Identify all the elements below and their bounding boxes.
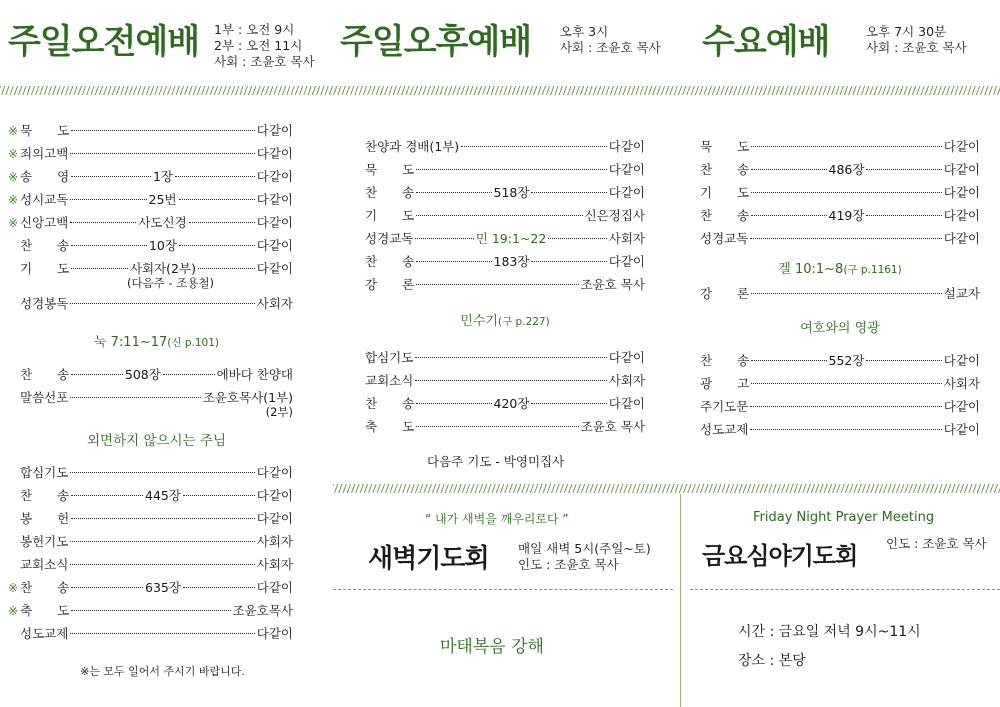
order-name: 신앙고백 — [20, 215, 69, 230]
leader-dots — [866, 169, 941, 170]
order-name: 광 고 — [700, 376, 750, 391]
order-value: 사회자 — [256, 557, 293, 572]
order-value: 조윤호 목사 — [580, 419, 645, 434]
order-value: 사회자 — [608, 231, 646, 246]
standing-footnote: ※는 모두 일어서 주시기 바랍니다. — [80, 665, 245, 678]
leader-dots — [416, 284, 578, 285]
standing-mark: ※ — [8, 604, 19, 618]
order-name: 봉 헌 — [20, 511, 70, 526]
leader-dots — [531, 192, 606, 193]
wednesday-info-line: 사회 : 조윤호 목사 — [866, 40, 967, 55]
order-row — [700, 183, 980, 206]
order-value: 다같이 — [608, 254, 646, 269]
order-row — [8, 509, 293, 532]
bottom-divider — [333, 484, 1000, 493]
order-value: 다같이 — [256, 511, 293, 526]
morning-order-list — [8, 121, 293, 679]
leader-dots — [183, 587, 255, 588]
order-name: 기 도 — [365, 208, 415, 223]
afternoon-next-prayer: 다음주 기도 - 박영미집사 — [427, 454, 565, 469]
order-row — [8, 463, 293, 486]
order-value: 다같이 — [256, 626, 293, 641]
order-name: 찬 송 — [20, 367, 70, 382]
leader-dots — [70, 633, 254, 634]
order-row — [700, 137, 980, 160]
wednesday-sermon-title: 여호와의 영광 — [800, 321, 880, 336]
leader-dots — [70, 199, 146, 200]
order-name: 찬 송 — [700, 162, 750, 177]
order-row — [365, 371, 645, 394]
order-name: 죄의고백 — [20, 146, 69, 161]
order-value: 다같이 — [256, 192, 293, 207]
leader-dots — [751, 360, 826, 361]
order-value: 다같이 — [256, 169, 294, 184]
afternoon-info-line: 오후 3시 — [560, 24, 609, 39]
order-detail: 10장 — [148, 238, 177, 253]
leader-dots — [70, 303, 254, 304]
dawn-prayer-title: 새벽기도회 — [368, 544, 489, 574]
leader-dots — [751, 215, 826, 216]
order-value: 다같이 — [256, 215, 294, 230]
order-name: 성시교독 — [20, 192, 69, 207]
order-value: 다같이 — [943, 353, 981, 368]
order-detail: 445장 — [145, 488, 181, 503]
friday-place: 장소 : 본당 — [738, 653, 806, 669]
leader-dots — [71, 610, 230, 611]
order-value: 다같이 — [256, 261, 293, 276]
leader-dots — [415, 380, 606, 381]
order-value: 사회자 — [943, 376, 980, 391]
order-value: 다같이 — [256, 465, 293, 480]
order-value: 신은정집사 — [584, 208, 645, 223]
order-row — [700, 397, 980, 420]
order-detail: 사도신경 — [138, 215, 187, 230]
leader-dots — [415, 238, 473, 239]
leader-dots — [175, 176, 255, 177]
order-row — [8, 624, 293, 647]
order-row — [365, 160, 645, 183]
leader-dots — [416, 403, 491, 404]
order-row — [365, 275, 645, 298]
order-name: 송 영 — [20, 169, 70, 184]
friday-leader: 인도 : 조윤호 목사 — [886, 536, 987, 551]
order-value: 다같이 — [256, 238, 293, 253]
leader-dots — [750, 238, 941, 239]
morning-second-service: (2부) — [265, 405, 293, 419]
order-row — [365, 183, 645, 206]
order-row — [8, 532, 293, 555]
afternoon-service-title: 주일오후예배 — [340, 22, 532, 62]
afternoon-lecture-title — [365, 310, 645, 348]
order-value: 다같이 — [256, 488, 294, 503]
order-detail: 25번 — [148, 192, 177, 207]
friday-prayer-title: 금요심야기도회 — [702, 542, 858, 570]
morning-info-line: 사회 : 조윤호 목사 — [214, 54, 315, 69]
order-value: 다같이 — [608, 396, 646, 411]
leader-dots — [751, 169, 826, 170]
leader-dots — [750, 406, 941, 407]
leader-dots — [189, 222, 255, 223]
order-name: 찬 송 — [20, 488, 70, 503]
leader-dots — [751, 192, 942, 193]
scripture-text: 눅 7:11~17 — [93, 335, 168, 350]
leader-dots — [416, 215, 582, 216]
leader-dots — [70, 472, 254, 473]
order-row — [700, 284, 980, 307]
leader-dots — [70, 397, 201, 398]
order-name: 축 도 — [20, 603, 70, 618]
order-row — [700, 420, 980, 443]
order-name: 찬 송 — [700, 353, 750, 368]
order-value: 다같이 — [943, 139, 980, 154]
order-row — [365, 229, 645, 252]
dawn-info-line: 매일 새벽 5시(주일~토) — [518, 541, 651, 556]
order-detail: 518장 — [493, 185, 530, 200]
column-separator — [680, 494, 681, 707]
wednesday-service-title: 수요예배 — [702, 22, 830, 62]
leader-dots — [751, 146, 942, 147]
wednesday-order-list — [700, 137, 980, 443]
order-name: 성경교독 — [365, 231, 414, 246]
leader-dots — [866, 360, 941, 361]
morning-sermon-title: 외면하지 않으시는 주님 — [87, 433, 226, 449]
leader-dots — [71, 130, 255, 131]
leader-dots — [179, 199, 255, 200]
leader-dots — [751, 293, 942, 294]
leader-dots — [416, 169, 607, 170]
order-row — [8, 213, 293, 236]
order-value: 설교자 — [943, 286, 980, 301]
standing-mark: ※ — [8, 124, 19, 138]
leader-dots — [415, 357, 606, 358]
leader-dots — [70, 222, 136, 223]
order-row — [365, 206, 645, 229]
order-value: 에바다 찬양대 — [216, 367, 293, 382]
order-row — [700, 206, 980, 229]
lecture-ref: (구 p.227) — [497, 316, 550, 328]
morning-info-line: 2부 : 오전 11시 — [214, 38, 303, 53]
order-value: 다같이 — [256, 580, 294, 595]
order-detail: 420장 — [493, 396, 530, 411]
order-value: 다같이 — [943, 231, 980, 246]
leader-dots — [416, 426, 578, 427]
leader-dots — [163, 374, 215, 375]
order-value: 다같이 — [943, 162, 981, 177]
dawn-divider — [333, 589, 673, 590]
order-name: 성도교제 — [20, 626, 69, 641]
standing-mark: ※ — [8, 170, 19, 184]
order-name: 강 론 — [365, 277, 415, 292]
order-detail: 419장 — [828, 208, 865, 223]
order-row — [365, 417, 645, 440]
standing-mark: ※ — [8, 193, 19, 207]
leader-dots — [750, 429, 941, 430]
leader-dots — [461, 146, 607, 147]
leader-dots — [548, 238, 606, 239]
leader-dots — [71, 374, 123, 375]
order-value: 다같이 — [608, 139, 645, 154]
order-name: 합심기도 — [365, 350, 414, 365]
standing-mark: ※ — [8, 581, 19, 595]
morning-info-line: 1부 : 오전 9시 — [214, 22, 295, 37]
leader-dots — [71, 587, 143, 588]
order-row — [365, 252, 645, 275]
standing-mark: ※ — [8, 216, 19, 230]
order-value: 다같이 — [256, 123, 293, 138]
leader-dots — [179, 245, 255, 246]
order-detail: 민 19:1~22 — [475, 231, 547, 246]
order-name: 찬 송 — [365, 185, 415, 200]
leader-dots — [751, 383, 942, 384]
scripture-text: 겔 10:1~8 — [778, 262, 844, 277]
order-name: 찬 송 — [20, 238, 70, 253]
morning-prayer-next: (다음주 - 조용철) — [126, 276, 215, 290]
standing-mark: ※ — [8, 147, 19, 161]
order-value: 다같이 — [608, 350, 645, 365]
order-name: 축 도 — [365, 419, 415, 434]
afternoon-info-line: 사회 : 조윤호 목사 — [560, 40, 661, 55]
leader-dots — [183, 495, 255, 496]
morning-service-title: 주일오전예배 — [8, 22, 200, 62]
morning-service-info — [214, 22, 315, 70]
leader-dots — [531, 261, 606, 262]
order-name: 묵 도 — [20, 123, 70, 138]
leader-dots — [71, 495, 143, 496]
order-value: 조윤호 목사 — [580, 277, 645, 292]
order-row — [700, 351, 980, 374]
leader-dots — [198, 268, 255, 269]
order-value: 다같이 — [608, 185, 646, 200]
order-row — [8, 121, 293, 144]
order-value: 사회자 — [608, 373, 645, 388]
order-name: 찬 송 — [700, 208, 750, 223]
wednesday-info-line: 오후 7시 30분 — [866, 24, 947, 39]
order-name: 찬양과 경배(1부) — [365, 139, 460, 154]
friday-divider — [690, 589, 1000, 590]
order-detail: 552장 — [828, 353, 865, 368]
order-row — [365, 137, 645, 160]
order-row — [8, 144, 293, 167]
order-row — [8, 486, 293, 509]
order-row — [700, 160, 980, 183]
order-detail: 486장 — [828, 162, 865, 177]
leader-dots — [71, 245, 147, 246]
order-name: 묵 도 — [700, 139, 750, 154]
dawn-info-line: 인도 : 조윤호 목사 — [518, 557, 619, 572]
leader-dots — [70, 153, 254, 154]
afternoon-order-list — [365, 137, 645, 470]
order-value: 조윤호목사(1부) — [202, 390, 293, 405]
order-value: 다같이 — [943, 208, 981, 223]
order-row — [8, 236, 293, 259]
friday-subtitle: Friday Night Prayer Meeting — [753, 510, 935, 525]
order-detail: 183장 — [493, 254, 530, 269]
order-name: 성도교제 — [700, 422, 749, 437]
order-value: 다같이 — [943, 185, 980, 200]
order-value: 다같이 — [943, 399, 980, 414]
leader-dots — [71, 518, 255, 519]
order-row — [365, 348, 645, 371]
order-row — [8, 294, 293, 317]
leader-dots — [71, 176, 151, 177]
order-detail: 1장 — [152, 169, 173, 184]
wednesday-service-info — [866, 24, 967, 56]
order-row — [8, 555, 293, 578]
order-name: 교회소식 — [20, 557, 69, 572]
leader-dots — [70, 541, 254, 542]
dawn-quote: “ 내가 새벽을 깨우리로다 ” — [425, 512, 569, 526]
order-value: 사회자 — [256, 534, 293, 549]
afternoon-service-info — [560, 24, 661, 56]
dawn-prayer-info — [518, 541, 651, 573]
order-name: 찬 송 — [20, 580, 70, 595]
leader-dots — [416, 261, 491, 262]
leader-dots — [71, 268, 128, 269]
order-row — [8, 578, 293, 601]
leader-dots — [531, 403, 606, 404]
header-divider — [0, 86, 1000, 95]
friday-time: 시간 : 금요일 저녁 9시~11시 — [738, 624, 921, 640]
order-name: 기 도 — [700, 185, 750, 200]
order-row — [8, 190, 293, 213]
order-detail: 508장 — [124, 367, 161, 382]
order-name: 찬 송 — [365, 254, 415, 269]
order-value: 사회자 — [256, 296, 293, 311]
order-row — [8, 167, 293, 190]
wednesday-scripture — [700, 258, 980, 284]
scripture-ref: (신 p.101) — [167, 337, 220, 349]
leader-dots — [866, 215, 941, 216]
order-value: 다같이 — [943, 422, 980, 437]
scripture-ref: (구 p.1161) — [843, 264, 902, 276]
order-value: 다같이 — [608, 162, 645, 177]
dawn-study-title: 마태복음 강해 — [440, 637, 544, 657]
order-row — [700, 229, 980, 252]
order-name: 기 도 — [20, 261, 70, 276]
leader-dots — [70, 564, 254, 565]
order-value: 다같이 — [256, 146, 293, 161]
order-name: 봉헌기도 — [20, 534, 69, 549]
order-row — [8, 601, 293, 624]
order-name: 교회소식 — [365, 373, 414, 388]
order-detail: 사회자(2부) — [129, 261, 196, 276]
order-name: 합심기도 — [20, 465, 69, 480]
order-name: 강 론 — [700, 286, 750, 301]
order-name: 성경교독 — [700, 231, 749, 246]
morning-scripture — [8, 331, 293, 357]
order-name: 찬 송 — [365, 396, 415, 411]
order-name: 성경봉독 — [20, 296, 69, 311]
order-row — [700, 374, 980, 397]
order-name: 묵 도 — [365, 162, 415, 177]
order-detail: 635장 — [145, 580, 181, 595]
order-row — [8, 365, 293, 388]
order-name: 말씀선포 — [20, 390, 69, 405]
order-row — [365, 394, 645, 417]
order-name: 주기도문 — [700, 399, 749, 414]
lecture-title: 민수기 — [460, 314, 498, 329]
leader-dots — [416, 192, 491, 193]
order-value: 조윤호목사 — [232, 603, 293, 618]
